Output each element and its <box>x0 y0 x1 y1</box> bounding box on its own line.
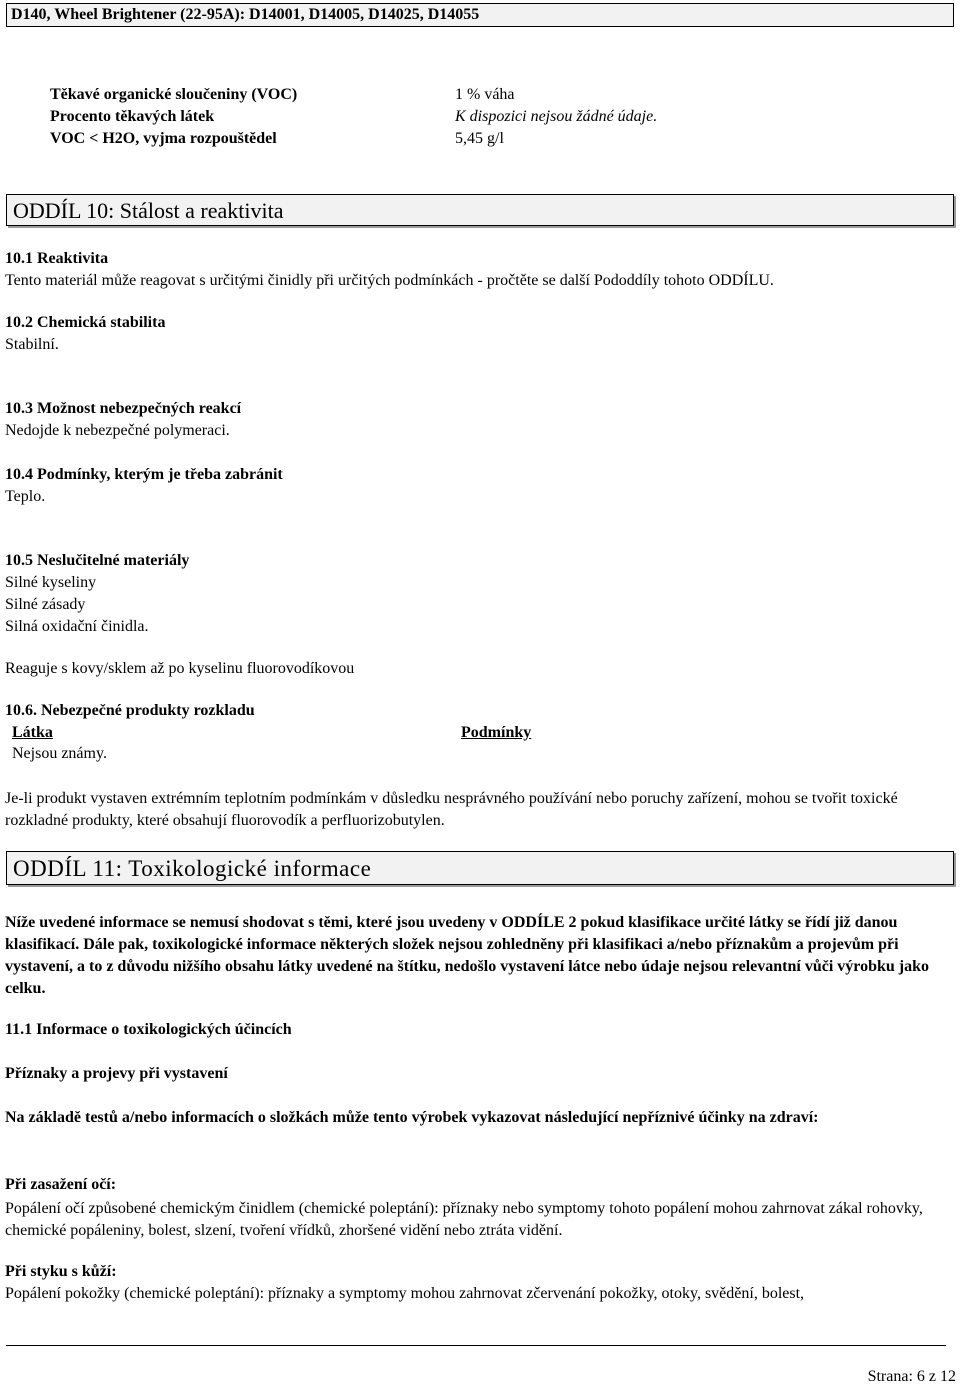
s104-text: Teplo. <box>5 488 46 505</box>
s103-text: Nedojde k nebezpečné polymeraci. <box>5 422 230 439</box>
voc-label-2: Procento těkavých látek <box>50 108 215 125</box>
s102-text: Stabilní. <box>5 336 59 353</box>
section-10-title: ODDÍL 10: Stálost a reaktivita <box>13 198 284 223</box>
voc-label-3: VOC < H2O, vyjma rozpouštědel <box>50 130 277 147</box>
eye-heading: Při zasažení očí: <box>5 1176 117 1193</box>
voc-value-2: K dispozici nejsou žádné údaje. <box>455 108 658 125</box>
footer-divider <box>6 1345 946 1346</box>
skin-heading: Při styku s kůží: <box>5 1263 117 1280</box>
s102-heading: 10.2 Chemická stabilita <box>5 314 166 331</box>
section-11-title: ODDÍL 11: Toxikologické informace <box>13 856 372 881</box>
s106-value: Nejsou známy. <box>12 745 107 762</box>
s104-heading: 10.4 Podmínky, kterým je třeba zabránit <box>5 466 283 483</box>
s103-heading: 10.3 Možnost nebezpečných reakcí <box>5 400 242 417</box>
page-number: Strana: 6 z 12 <box>867 1368 956 1385</box>
s105-heading: 10.5 Neslučitelné materiály <box>5 552 190 569</box>
s111-heading: 11.1 Informace o toxikologických účincích <box>5 1021 292 1038</box>
s106-text: Je-li produkt vystaven extrémním teplotním podmínkám v důsledku nesprávného používání nebo poruchy zařízení, mohou se tvořit toxické rozkladné produkty, které obsahují fluorovodík a perfluorizobutylen. <box>5 790 898 829</box>
s106-col-substance: Látka <box>12 724 53 741</box>
symptoms-heading: Příznaky a projevy při vystavení <box>5 1065 228 1082</box>
voc-value-1: 1 % váha <box>455 86 515 103</box>
s106-heading: 10.6. Nebezpečné produkty rozkladu <box>5 702 255 719</box>
voc-value-3: 5,45 g/l <box>455 130 504 147</box>
section-11-header <box>6 851 954 885</box>
document-title: D140, Wheel Brightener (22-95A): D14001, D14005, D14025, D14055 <box>11 6 480 23</box>
document-header <box>6 3 954 27</box>
s105-note: Reaguje s kovy/sklem až po kyselinu fluorovodíkovou <box>5 660 355 677</box>
s105-item-3: Silná oxidační činidla. <box>5 618 149 635</box>
section-10-header <box>6 194 954 226</box>
tests-heading: Na základě testů a/nebo informacích o složkách může tento výrobek vykazovat následující nepříznivé účinky na zdraví: <box>5 1109 819 1126</box>
eye-text: Popálení očí způsobené chemickým činidlem (chemické poleptání): příznaky nebo symptomy tohoto popálení mohou zahrnovat zákal rohovky, chemické popáleniny, bolest, slzení, tvoření vřídků, zhoršené vidění nebo ztráta vidění. <box>5 1200 923 1239</box>
skin-text: Popálení pokožky (chemické poleptání): příznaky a symptomy mohou zahrnovat zčervenání pokožky, otoky, svědění, bolest, <box>5 1285 805 1302</box>
s105-item-1: Silné kyseliny <box>5 574 97 591</box>
voc-label-1: Těkavé organické sloučeniny (VOC) <box>50 86 298 103</box>
s106-col-conditions: Podmínky <box>461 724 532 741</box>
s105-item-2: Silné zásady <box>5 596 86 613</box>
s101-text: Tento materiál může reagovat s určitými činidly při určitých podmínkách - pročtěte se další Pododdíly tohoto ODDÍLU. <box>5 272 774 289</box>
s11-intro: Níže uvedené informace se nemusí shodovat s těmi, které jsou uvedeny v ODDÍLE 2 pokud klasifikace určité látky se řídí již danou klasifikací. Dále pak, toxikologické informace některých složek nejsou zohledněny při klasifikaci a/nebo příznakům a projevům při vystavení, a to z důvodu nižšího obsahu látky uvedené na štítku, nedošlo vystavení látce nebo údaje nejsou relevantní vůči výrobku jako celku. <box>5 914 929 997</box>
s101-heading: 10.1 Reaktivita <box>5 250 109 267</box>
